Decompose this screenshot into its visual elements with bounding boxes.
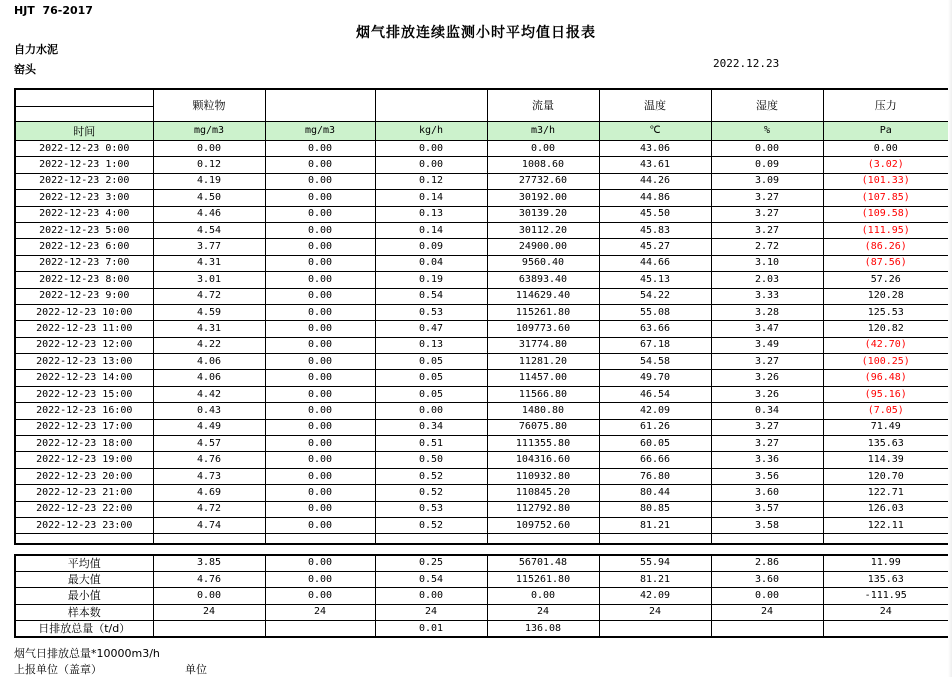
column-group-header-empty [265,89,375,122]
value-cell: 0.54 [375,288,487,304]
time-cell: 2022-12-23 12:00 [15,337,153,353]
value-cell: 0.43 [153,403,265,419]
value-cell: 0.09 [375,239,487,255]
summary-value-cell: 3.60 [711,571,823,587]
flow-total-note: 烟气日排放总量*10000m3/h [14,647,160,660]
report-date: 2022.12.23 [713,57,780,70]
value-cell: 3.58 [711,517,823,533]
value-cell: 120.28 [823,288,949,304]
value-cell: 3.01 [153,272,265,288]
value-cell: 46.54 [599,386,711,402]
value-cell: 4.06 [153,370,265,386]
value-cell: 67.18 [599,337,711,353]
value-cell: 120.70 [823,468,949,484]
value-cell: 3.60 [711,485,823,501]
value-cell: 0.00 [375,157,487,173]
time-cell: 2022-12-23 4:00 [15,206,153,222]
value-cell: 0.00 [265,255,375,271]
time-cell: 2022-12-23 13:00 [15,354,153,370]
column-group-header: 流量 [487,89,599,122]
summary-value-cell [265,621,375,637]
value-cell: (7.05) [823,403,949,419]
unit-header-cell: ℃ [599,122,711,141]
value-cell: 71.49 [823,419,949,435]
summary-value-cell: 11.99 [823,555,949,571]
value-cell: 54.22 [599,288,711,304]
value-cell: 109752.60 [487,517,599,533]
summary-value-cell [153,621,265,637]
value-cell: 4.31 [153,321,265,337]
reporting-org-label: 上报单位（盖章） [14,663,102,676]
unit-header-cell: Pa [823,122,949,141]
value-cell: 0.00 [265,452,375,468]
hourly-row [15,239,949,255]
hourly-row [15,288,949,304]
value-cell: 45.83 [599,222,711,238]
value-cell: (111.95) [823,222,949,238]
value-cell: 0.52 [375,468,487,484]
summary-value-cell: 3.85 [153,555,265,571]
value-cell: 63893.40 [487,272,599,288]
time-cell: 2022-12-23 5:00 [15,222,153,238]
value-cell: 0.52 [375,485,487,501]
summary-value-cell: 136.08 [487,621,599,637]
time-cell: 2022-12-23 23:00 [15,517,153,533]
value-cell: 0.51 [375,436,487,452]
time-column-header-bottom [15,107,153,122]
hourly-row [15,354,949,370]
value-cell: 120.82 [823,321,949,337]
value-cell: 0.00 [265,337,375,353]
summary-value-cell: 24 [599,604,711,620]
time-cell: 2022-12-23 21:00 [15,485,153,501]
value-cell: 0.04 [375,255,487,271]
hourly-row [15,255,949,271]
summary-table [14,554,950,638]
value-cell: 3.09 [711,173,823,189]
value-cell: 0.47 [375,321,487,337]
value-cell: 0.13 [375,337,487,353]
value-cell: 115261.80 [487,304,599,320]
value-cell: 66.66 [599,452,711,468]
hourly-row [15,485,949,501]
value-cell: 3.28 [711,304,823,320]
value-cell: 104316.60 [487,452,599,468]
value-cell: 0.19 [375,272,487,288]
value-cell: 0.14 [375,222,487,238]
summary-row [15,604,949,620]
unit-header-cell: % [711,122,823,141]
summary-value-cell: 0.54 [375,571,487,587]
value-cell: (3.02) [823,157,949,173]
value-cell: 4.54 [153,222,265,238]
value-cell: 3.27 [711,419,823,435]
spacer-row [15,534,949,544]
summary-value-cell: 0.00 [265,555,375,571]
doc-code: HJT 76-2017 [14,4,93,17]
value-cell: 0.53 [375,501,487,517]
summary-label: 样本数 [15,604,153,620]
value-cell: (107.85) [823,190,949,206]
summary-label: 最小值 [15,588,153,604]
empty-cell [153,534,265,544]
value-cell: 0.00 [265,288,375,304]
value-cell: 57.26 [823,272,949,288]
value-cell: 114.39 [823,452,949,468]
time-cell: 2022-12-23 16:00 [15,403,153,419]
company-name: 自力水泥 [14,43,58,56]
summary-value-cell: 55.94 [599,555,711,571]
value-cell: 4.69 [153,485,265,501]
value-cell: 0.00 [265,386,375,402]
empty-cell [375,534,487,544]
value-cell: 30139.20 [487,206,599,222]
time-cell: 2022-12-23 10:00 [15,304,153,320]
value-cell: 4.06 [153,354,265,370]
value-cell: 0.00 [265,321,375,337]
summary-value-cell: 0.00 [265,571,375,587]
value-cell: 0.00 [265,222,375,238]
value-cell: 4.31 [153,255,265,271]
summary-row [15,621,949,637]
value-cell: 55.08 [599,304,711,320]
value-cell: 0.00 [711,141,823,157]
hourly-row [15,173,949,189]
hourly-row [15,272,949,288]
value-cell: 3.47 [711,321,823,337]
value-cell: 3.27 [711,190,823,206]
hourly-row [15,157,949,173]
value-cell: 76.80 [599,468,711,484]
value-cell: 0.00 [375,403,487,419]
time-cell: 2022-12-23 2:00 [15,173,153,189]
empty-cell [15,534,153,544]
column-group-header: 湿度 [711,89,823,122]
value-cell: 0.00 [265,419,375,435]
value-cell: (101.33) [823,173,949,189]
value-cell: 0.00 [265,173,375,189]
value-cell: 27732.60 [487,173,599,189]
value-cell: 30192.00 [487,190,599,206]
value-cell: 60.05 [599,436,711,452]
summary-value-cell: 24 [375,604,487,620]
time-header-cell: 时间 [15,122,153,141]
value-cell: 0.05 [375,370,487,386]
time-column-header-top [15,89,153,107]
value-cell: 122.71 [823,485,949,501]
time-cell: 2022-12-23 0:00 [15,141,153,157]
value-cell: (42.70) [823,337,949,353]
value-cell: 0.52 [375,517,487,533]
hourly-row [15,370,949,386]
summary-value-cell: 24 [265,604,375,620]
hourly-row [15,141,949,157]
value-cell: 0.00 [265,206,375,222]
time-cell: 2022-12-23 22:00 [15,501,153,517]
value-cell: 11566.80 [487,386,599,402]
value-cell: 54.58 [599,354,711,370]
page-title: 烟气排放连续监测小时平均值日报表 [356,25,596,41]
time-cell: 2022-12-23 6:00 [15,239,153,255]
value-cell: 4.74 [153,517,265,533]
value-cell: 49.70 [599,370,711,386]
value-cell: (100.25) [823,354,949,370]
value-cell: 125.53 [823,304,949,320]
value-cell: 0.00 [487,141,599,157]
summary-value-cell: 0.00 [375,588,487,604]
value-cell: 0.00 [153,141,265,157]
hourly-row [15,501,949,517]
value-cell: 0.05 [375,386,487,402]
value-cell: 3.27 [711,206,823,222]
value-cell: 4.42 [153,386,265,402]
value-cell: 122.11 [823,517,949,533]
summary-value-cell: 0.00 [153,588,265,604]
hourly-row [15,206,949,222]
value-cell: 2.72 [711,239,823,255]
summary-label: 最大值 [15,571,153,587]
summary-value-cell: 81.21 [599,571,711,587]
summary-row [15,571,949,587]
value-cell: 110932.80 [487,468,599,484]
value-cell: 45.27 [599,239,711,255]
value-cell: 135.63 [823,436,949,452]
value-cell: 42.09 [599,403,711,419]
value-cell: (96.48) [823,370,949,386]
summary-value-cell: 24 [823,604,949,620]
value-cell: 3.27 [711,222,823,238]
value-cell: 4.46 [153,206,265,222]
value-cell: 3.56 [711,468,823,484]
time-cell: 2022-12-23 15:00 [15,386,153,402]
hourly-row [15,222,949,238]
value-cell: 9560.40 [487,255,599,271]
value-cell: 24900.00 [487,239,599,255]
value-cell: 0.00 [265,354,375,370]
summary-row [15,588,949,604]
hourly-row [15,517,949,533]
summary-value-cell: 24 [487,604,599,620]
value-cell: 3.33 [711,288,823,304]
time-cell: 2022-12-23 17:00 [15,419,153,435]
summary-label: 日排放总量（t/d） [15,621,153,637]
value-cell: 0.34 [375,419,487,435]
value-cell: 45.13 [599,272,711,288]
summary-row [15,555,949,571]
summary-value-cell: -111.95 [823,588,949,604]
value-cell: 0.00 [265,190,375,206]
value-cell: 44.66 [599,255,711,271]
hourly-row [15,337,949,353]
value-cell: 80.44 [599,485,711,501]
summary-value-cell: 0.00 [487,588,599,604]
value-cell: 0.00 [265,157,375,173]
unit-label: 单位 [185,663,207,676]
value-cell: 0.00 [265,141,375,157]
value-cell: 4.72 [153,501,265,517]
value-cell: 0.12 [375,173,487,189]
summary-value-cell: 4.76 [153,571,265,587]
summary-value-cell: 2.86 [711,555,823,571]
value-cell: 0.05 [375,354,487,370]
value-cell: 0.00 [265,370,375,386]
summary-value-cell: 56701.48 [487,555,599,571]
time-cell: 2022-12-23 11:00 [15,321,153,337]
value-cell: 3.57 [711,501,823,517]
summary-label: 平均值 [15,555,153,571]
value-cell: 0.00 [265,517,375,533]
monitor-point-name: 窑头 [14,63,36,76]
hourly-row [15,419,949,435]
page-edge-shadow [948,0,952,677]
value-cell: 0.50 [375,452,487,468]
value-cell: 4.59 [153,304,265,320]
value-cell: 3.36 [711,452,823,468]
value-cell: (95.16) [823,386,949,402]
value-cell: 61.26 [599,419,711,435]
value-cell: 63.66 [599,321,711,337]
value-cell: 0.12 [153,157,265,173]
value-cell: 4.73 [153,468,265,484]
unit-header-cell: mg/m3 [265,122,375,141]
value-cell: 0.00 [265,501,375,517]
value-cell: 3.26 [711,370,823,386]
value-cell: 76075.80 [487,419,599,435]
value-cell: 0.00 [823,141,949,157]
empty-cell [265,534,375,544]
time-cell: 2022-12-23 7:00 [15,255,153,271]
empty-cell [711,534,823,544]
value-cell: 112792.80 [487,501,599,517]
value-cell: 4.76 [153,452,265,468]
value-cell: 126.03 [823,501,949,517]
value-cell: 81.21 [599,517,711,533]
value-cell: 1480.80 [487,403,599,419]
time-cell: 2022-12-23 9:00 [15,288,153,304]
unit-header-cell: m3/h [487,122,599,141]
summary-value-cell [599,621,711,637]
value-cell: 4.19 [153,173,265,189]
time-cell: 2022-12-23 1:00 [15,157,153,173]
value-cell: 43.06 [599,141,711,157]
value-cell: 0.00 [375,141,487,157]
summary-value-cell: 135.63 [823,571,949,587]
value-cell: 3.49 [711,337,823,353]
unit-header-cell: mg/m3 [153,122,265,141]
value-cell: 0.00 [265,468,375,484]
time-cell: 2022-12-23 8:00 [15,272,153,288]
value-cell: 109773.60 [487,321,599,337]
summary-value-cell: 0.00 [711,588,823,604]
value-cell: 80.85 [599,501,711,517]
hourly-row [15,386,949,402]
time-cell: 2022-12-23 3:00 [15,190,153,206]
value-cell: 44.86 [599,190,711,206]
value-cell: 0.34 [711,403,823,419]
value-cell: (86.26) [823,239,949,255]
value-cell: 43.61 [599,157,711,173]
summary-value-cell: 0.25 [375,555,487,571]
value-cell: 0.53 [375,304,487,320]
value-cell: 31774.80 [487,337,599,353]
time-cell: 2022-12-23 20:00 [15,468,153,484]
value-cell: (109.58) [823,206,949,222]
value-cell: 1008.60 [487,157,599,173]
value-cell: 4.72 [153,288,265,304]
value-cell: 2.03 [711,272,823,288]
value-cell: 111355.80 [487,436,599,452]
value-cell: 3.10 [711,255,823,271]
hourly-row [15,321,949,337]
column-group-header-empty [375,89,487,122]
hourly-row [15,468,949,484]
value-cell: 4.57 [153,436,265,452]
summary-value-cell: 24 [153,604,265,620]
value-cell: 3.77 [153,239,265,255]
empty-cell [599,534,711,544]
value-cell: 0.13 [375,206,487,222]
unit-header-cell: kg/h [375,122,487,141]
empty-cell [487,534,599,544]
column-group-header: 压力 [823,89,949,122]
summary-value-cell: 0.00 [265,588,375,604]
value-cell: 0.09 [711,157,823,173]
summary-value-cell: 24 [711,604,823,620]
value-cell: 4.22 [153,337,265,353]
summary-value-cell: 42.09 [599,588,711,604]
value-cell: 44.26 [599,173,711,189]
value-cell: 0.14 [375,190,487,206]
time-cell: 2022-12-23 14:00 [15,370,153,386]
value-cell: 4.50 [153,190,265,206]
value-cell: 0.00 [265,403,375,419]
value-cell: 0.00 [265,272,375,288]
value-cell: 11457.00 [487,370,599,386]
value-cell: 0.00 [265,239,375,255]
value-cell: 0.00 [265,436,375,452]
summary-value-cell [823,621,949,637]
hourly-row [15,304,949,320]
time-cell: 2022-12-23 18:00 [15,436,153,452]
value-cell: 0.00 [265,304,375,320]
summary-value-cell: 115261.80 [487,571,599,587]
summary-value-cell [711,621,823,637]
value-cell: (87.56) [823,255,949,271]
value-cell: 4.49 [153,419,265,435]
hourly-row [15,403,949,419]
column-group-header: 温度 [599,89,711,122]
value-cell: 3.27 [711,354,823,370]
summary-value-cell: 0.01 [375,621,487,637]
time-cell: 2022-12-23 19:00 [15,452,153,468]
value-cell: 0.00 [265,485,375,501]
hourly-row [15,190,949,206]
value-cell: 11281.20 [487,354,599,370]
hourly-row [15,436,949,452]
hourly-row [15,452,949,468]
value-cell: 114629.40 [487,288,599,304]
value-cell: 3.26 [711,386,823,402]
empty-cell [823,534,949,544]
value-cell: 45.50 [599,206,711,222]
hourly-data-table [14,88,950,545]
value-cell: 110845.20 [487,485,599,501]
value-cell: 3.27 [711,436,823,452]
column-group-header: 颗粒物 [153,89,265,122]
value-cell: 30112.20 [487,222,599,238]
